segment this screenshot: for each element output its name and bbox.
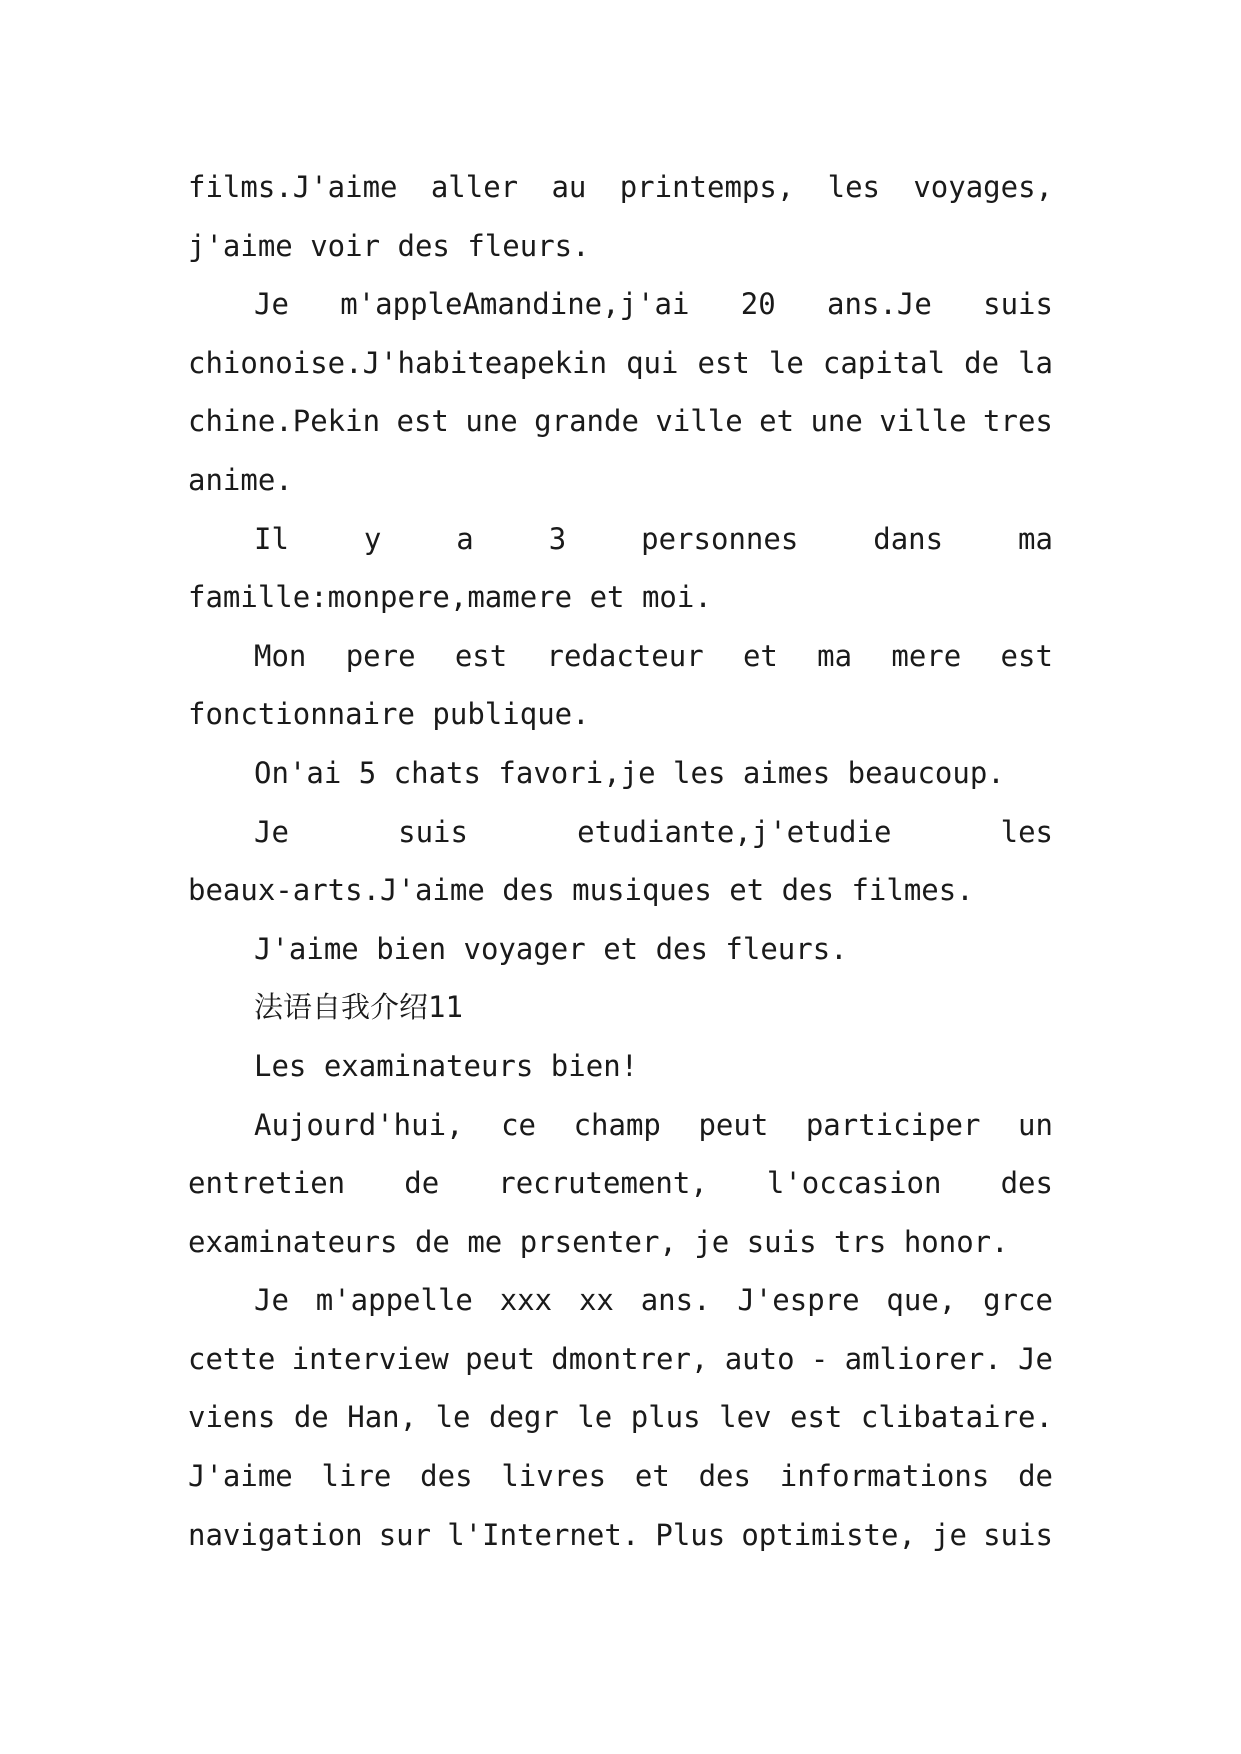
word: sur — [378, 1517, 432, 1552]
word: grande — [534, 404, 639, 439]
word: etudiante,j'etudie — [577, 814, 892, 849]
word: films.J'aime — [188, 170, 398, 204]
word: le — [768, 345, 804, 380]
word: ans.Je — [827, 287, 932, 322]
word: Mon — [254, 638, 307, 673]
word: cette — [188, 1341, 276, 1376]
word: suis — [983, 287, 1053, 322]
word: m'appleAmandine,j'ai — [340, 287, 690, 322]
word: lev — [719, 1400, 772, 1435]
word: est — [396, 404, 449, 439]
text-line — [188, 1096, 1053, 1155]
word: xx — [578, 1283, 614, 1318]
word: et — [634, 1459, 670, 1494]
word: ville — [655, 404, 743, 439]
text-line: beaux-arts.J'aime des musiques et des filmes. — [188, 873, 974, 908]
word: de — [964, 345, 1000, 380]
text-line: anime. — [188, 462, 293, 497]
text-line — [188, 334, 1053, 393]
word: a — [456, 521, 474, 556]
word: optimiste, — [741, 1517, 916, 1552]
word: printemps, — [619, 170, 795, 204]
word: pere — [345, 638, 416, 673]
word: lire — [321, 1459, 392, 1494]
word: voyages, — [913, 170, 1053, 204]
word: Je — [254, 287, 289, 322]
word: suis — [398, 814, 468, 849]
word: - — [810, 1341, 829, 1376]
word: entretien — [188, 1166, 346, 1201]
text-line — [188, 158, 1053, 217]
text-line — [188, 392, 1053, 451]
word: 3 — [548, 521, 567, 556]
word: de — [404, 1166, 440, 1201]
word: je — [932, 1517, 967, 1552]
word: aller — [430, 170, 519, 204]
word: chionoise.J'habiteapekin — [188, 345, 608, 380]
word: informations — [779, 1459, 990, 1494]
word: Je — [254, 814, 289, 849]
word: peut — [698, 1107, 769, 1142]
word: Je — [1018, 1341, 1053, 1376]
word: amliorer. — [844, 1341, 1002, 1376]
word: des — [1000, 1166, 1053, 1201]
word: redacteur — [546, 638, 704, 673]
word: est — [1000, 638, 1053, 673]
word: l'occasion — [766, 1166, 942, 1201]
word: capital — [822, 345, 946, 380]
word: ce — [501, 1107, 536, 1142]
word: est — [697, 345, 750, 380]
word: est — [454, 638, 508, 673]
word: recrutement, — [498, 1166, 708, 1201]
word: au — [551, 170, 587, 204]
word: les — [1000, 814, 1053, 849]
text-line: On'ai 5 chats favori,je les aimes beaucoup. — [254, 755, 1005, 790]
word: ma — [817, 638, 853, 673]
word: ans. — [640, 1283, 711, 1318]
word: dans — [873, 521, 944, 556]
word: la — [1018, 345, 1053, 380]
word: m'appelle — [315, 1283, 473, 1318]
text-line: famille:monpere,mamere et moi. — [188, 580, 712, 615]
word: le — [577, 1400, 613, 1435]
word: une — [810, 404, 863, 439]
text-line: j'aime voir des fleurs. — [188, 228, 590, 263]
word: J'espre — [737, 1283, 860, 1318]
text-line — [188, 1154, 1053, 1213]
text-line — [188, 510, 1053, 569]
word: clibataire. — [860, 1400, 1053, 1435]
word: chine.Pekin — [188, 404, 381, 439]
text-line — [188, 275, 1053, 334]
word: livres — [501, 1459, 607, 1494]
word: auto — [724, 1341, 795, 1376]
word: tres — [983, 404, 1053, 439]
word: les — [827, 170, 880, 204]
word: suis — [983, 1517, 1053, 1552]
word: peut — [465, 1341, 535, 1376]
word: J'aime — [188, 1459, 293, 1494]
word: champ — [573, 1107, 661, 1142]
word: un — [1018, 1107, 1053, 1142]
text-line: examinateurs de me prsenter, je suis trs honor. — [188, 1224, 1009, 1259]
word: de — [1018, 1459, 1053, 1494]
word: degr — [489, 1400, 559, 1435]
word: qui — [626, 345, 679, 380]
text-line: J'aime bien voyager et des fleurs. — [254, 931, 848, 966]
text-line — [188, 1388, 1053, 1447]
word: participer — [805, 1107, 981, 1142]
word: dmontrer, — [551, 1341, 709, 1376]
word: xxx — [499, 1283, 553, 1318]
word: Il — [254, 521, 289, 556]
word: 20 — [740, 287, 776, 322]
word: mere — [891, 638, 962, 673]
word: l'Internet. — [447, 1517, 640, 1552]
word: que, — [886, 1283, 957, 1318]
word: viens — [188, 1400, 276, 1435]
word: personnes — [641, 521, 799, 556]
word: Han, — [347, 1400, 418, 1435]
word: ma — [1018, 521, 1053, 556]
text-line — [188, 627, 1053, 686]
text-line: Les examinateurs bien! — [254, 1048, 639, 1083]
text-line — [188, 1447, 1053, 1506]
text-line — [188, 803, 1053, 862]
word: Je — [254, 1283, 289, 1318]
word: des — [698, 1459, 751, 1494]
word: Plus — [655, 1517, 726, 1552]
word: le — [435, 1400, 471, 1435]
word: y — [363, 521, 382, 556]
word: de — [293, 1400, 329, 1435]
word: une — [465, 404, 518, 439]
text-line: fonctionnaire publique. — [188, 697, 590, 732]
word: est — [790, 1400, 843, 1435]
text-line: 法语自我介绍11 — [254, 990, 463, 1025]
word: interview — [291, 1341, 449, 1376]
word: ville — [879, 404, 967, 439]
document-page — [188, 158, 1053, 1564]
word: et — [742, 638, 778, 673]
word: plus — [630, 1400, 701, 1435]
text-line — [188, 1330, 1053, 1389]
word: des — [420, 1459, 473, 1494]
word: navigation — [188, 1517, 363, 1552]
word: grce — [983, 1283, 1053, 1318]
word: et — [759, 404, 795, 439]
text-line — [188, 1506, 1053, 1565]
word: Aujourd'hui, — [254, 1107, 464, 1142]
text-line — [188, 1271, 1053, 1330]
